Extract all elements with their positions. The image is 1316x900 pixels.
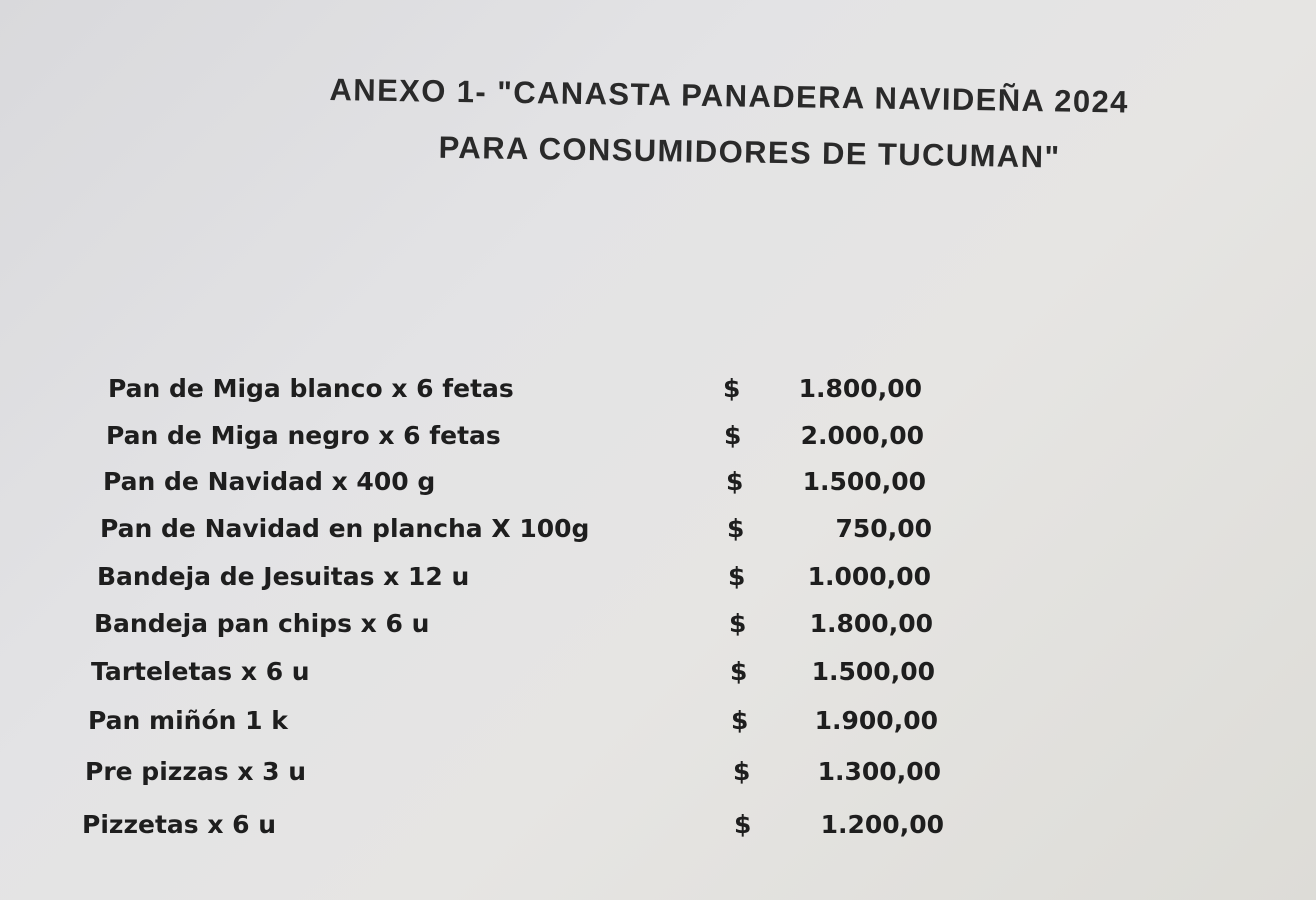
currency-symbol: $ [730,657,748,686]
currency-symbol: $ [733,757,751,786]
price-row [0,421,1000,461]
title-line-2: PARA CONSUMIDORES DE TUCUMAN" [438,129,1061,175]
item-name: Pan de Navidad en plancha X 100g [100,514,590,543]
currency-symbol: $ [731,706,749,735]
item-name: Pan de Miga negro x 6 fetas [106,421,501,450]
item-name: Bandeja de Jesuitas x 12 u [97,562,470,591]
price-row [0,757,1000,797]
item-price: 750,00 [835,514,932,543]
item-price: 1.200,00 [820,810,944,839]
price-row [0,609,1000,649]
item-name: Pan de Navidad x 400 g [103,467,436,496]
price-row [0,657,1000,697]
item-price: 1.900,00 [814,706,938,735]
currency-symbol: $ [727,514,745,543]
item-name: Pizzetas x 6 u [82,810,277,839]
currency-symbol: $ [723,374,741,403]
currency-symbol: $ [729,609,747,638]
price-row [0,810,1000,850]
item-price: 1.500,00 [802,467,926,496]
currency-symbol: $ [734,810,752,839]
item-price: 1.800,00 [809,609,933,638]
item-price: 2.000,00 [800,421,924,450]
item-name: Pan miñón 1 k [88,706,288,735]
item-name: Pre pizzas x 3 u [85,757,307,786]
item-name: Pan de Miga blanco x 6 fetas [108,374,514,403]
title-line-1: ANEXO 1- "CANASTA PANADERA NAVIDEÑA 2024 [329,71,1130,120]
item-name: Bandeja pan chips x 6 u [94,609,430,638]
price-row [0,562,1000,602]
item-name: Tarteletas x 6 u [91,657,310,686]
currency-symbol: $ [726,467,744,496]
price-row [0,467,1000,507]
item-price: 1.800,00 [798,374,922,403]
price-row [0,514,1000,554]
price-row [0,374,1000,414]
currency-symbol: $ [724,421,742,450]
price-row [0,706,1000,746]
item-price: 1.300,00 [817,757,941,786]
item-price: 1.500,00 [811,657,935,686]
currency-symbol: $ [728,562,746,591]
item-price: 1.000,00 [807,562,931,591]
